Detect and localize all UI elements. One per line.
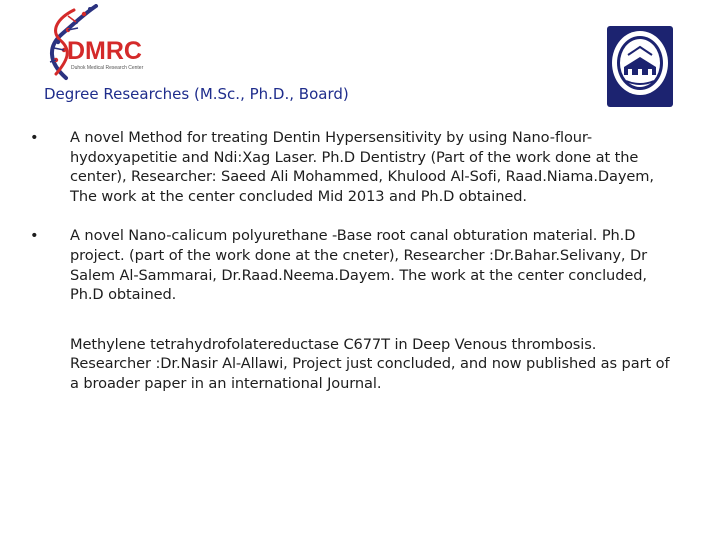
list-item-text: A novel Method for treating Dentin Hypersensitivity by using Nano-flour-hydoxyapetitie and Ndi:Xag Laser. Ph.D Dentistry (Part of the work done at the center), Researcher: Saeed Ali Mohammed, Khulood Al-Sofi, Raad.Niama.Dayem, The work at the center concluded Mid 2013 and Ph.D obtained. <box>70 129 654 205</box>
list-item <box>30 335 680 394</box>
university-logo <box>606 25 674 108</box>
page-title: Degree Researches (M.Sc., Ph.D., Board) <box>44 85 349 103</box>
bullet-icon: • <box>30 129 39 146</box>
list-item-text: A novel Nano-calicum polyurethane -Base root canal obturation material. Ph.D project. (part of the work done at the cneter), Researcher :Dr.Bahar.Selivany, Dr Salem Al-Sammarai, Dr.Raad.Neema.Dayem. The work at the center concluded, Ph.D obtained. <box>70 227 648 304</box>
list-item <box>30 128 680 206</box>
university-seal-icon <box>606 25 674 108</box>
research-list <box>30 128 680 414</box>
dmrc-logo-text: DMRC <box>67 37 142 65</box>
list-item <box>30 226 680 304</box>
bullet-icon: • <box>30 227 39 245</box>
dmrc-logo-subtitle: Duhok Medical Research Center <box>71 65 144 71</box>
list-item-text: Methylene tetrahydrofolatereductase C677T in Deep Venous thrombosis. Researcher :Dr.Nasir Al-Allawi, Project just concluded, and now published as part of a broader paper in an international Journal. <box>70 335 670 392</box>
